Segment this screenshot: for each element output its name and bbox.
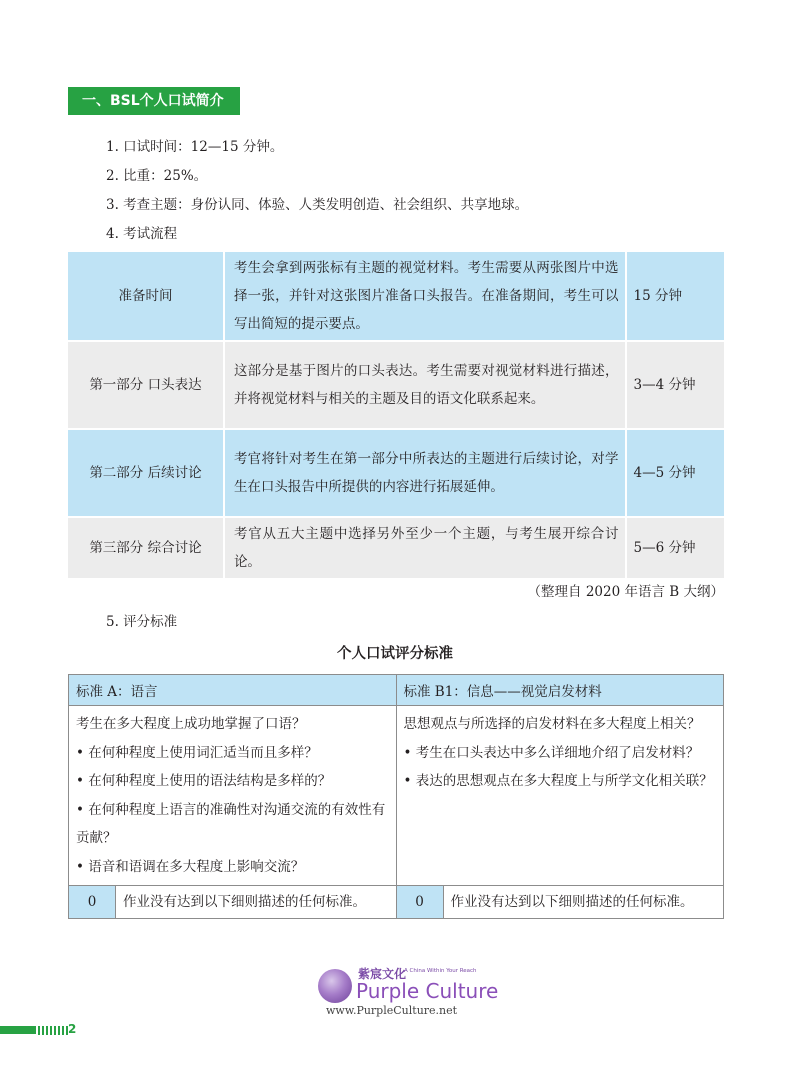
criteria-table-title: 个人口试评分标准: [337, 646, 453, 662]
process-stage-time: 15 分钟: [626, 252, 724, 341]
process-stage-description: 考官将针对考生在第一部分中所表达的主题进行后续讨论，对学生在口头报告中所提供的内容进行拓展延伸。: [224, 429, 626, 517]
logo-url: www.PurpleCulture.net: [326, 1004, 458, 1017]
process-stage-time: 3—4 分钟: [626, 341, 724, 429]
criterion-b1-question: 思想观点与所选择的启发材料在多大程度上相关？: [403, 716, 701, 732]
criterion-a-score-description: 作业没有达到以下细则描述的任何标准。: [116, 886, 397, 919]
exam-themes-line: 3. 考查主题：身份认同、体验、人类发明创造、社会组织、共享地球。: [106, 197, 529, 213]
criteria-heading: 5. 评分标准: [106, 614, 178, 630]
footer-stripes: [38, 1026, 68, 1035]
process-stage-description: 考官从五大主题中选择另外至少一个主题，与考生展开综合讨论。: [224, 517, 626, 579]
footer-bar: [0, 1026, 36, 1034]
logo-tagline: A China Within Your Reach: [404, 968, 477, 974]
criterion-a-bullet: • 在何种程度上使用的语法结构是多样的？: [76, 773, 332, 789]
process-stage-label: 第二部分 后续讨论: [68, 429, 224, 517]
page-number: 2: [68, 1022, 77, 1036]
exam-process-table: [68, 252, 724, 580]
process-stage-label: 第一部分 口头表达: [68, 341, 224, 429]
process-stage-description: 这部分是基于图片的口头表达。考生需要对视觉材料进行描述，并将视觉材料与相关的主题及目的语文化联系起来。: [224, 341, 626, 429]
exam-time-line: 1. 口试时间：12—15 分钟。: [106, 139, 284, 155]
criterion-a-bullet: • 在何种程度上使用词汇适当而且多样？: [76, 744, 318, 761]
criterion-b1-bullet: • 考生在口头表达中多么详细地介绍了启发材料？: [403, 744, 700, 761]
criterion-a-question: 考生在多大程度上成功地掌握了口语？: [76, 716, 306, 732]
criterion-b1-bullet: • 表达的思想观点在多大程度上与所学文化相关联？: [403, 773, 713, 789]
process-row: [68, 429, 724, 517]
criterion-b1-body: [396, 706, 724, 886]
criterion-a-score: 0: [69, 886, 116, 919]
process-stage-description: 考生会拿到两张标有主题的视觉材料。考生需要从两张图片中选择一张，并针对这张图片准备口头报告。在准备期间，考生可以写出简短的提示要点。: [224, 252, 626, 341]
exam-weight-line: 2. 比重：25%。: [106, 168, 208, 184]
criterion-b1-score: 0: [396, 886, 443, 919]
process-row: [68, 252, 724, 341]
logo-sphere-icon: [318, 969, 352, 1003]
logo-chinese-name: 紫宸文化: [358, 967, 407, 981]
criterion-b1-header: 标准 B1：信息——视觉启发材料: [396, 675, 724, 706]
criterion-b1-score-description: 作业没有达到以下细则描述的任何标准。: [443, 886, 724, 919]
process-stage-time: 4—5 分钟: [626, 429, 724, 517]
source-note: （整理自 2020 年语言 B 大纲）: [527, 584, 724, 600]
process-stage-label: 第三部分 综合讨论: [68, 517, 224, 579]
process-stage-label: 准备时间: [68, 252, 224, 341]
exam-process-line: 4. 考试流程: [106, 226, 178, 242]
logo-english-name: Purple Culture: [356, 979, 499, 1003]
process-stage-time: 5—6 分钟: [626, 517, 724, 579]
process-row: [68, 341, 724, 429]
criteria-table: [68, 674, 724, 919]
criterion-a-body: [69, 706, 397, 886]
criterion-a-bullet: • 语音和语调在多大程度上影响交流？: [76, 858, 305, 875]
criterion-a-header: 标准 A：语言: [69, 675, 397, 706]
process-row: [68, 517, 724, 579]
section-header: 一、BSL个人口试简介: [68, 87, 240, 115]
criterion-a-bullet: • 在何种程度上语言的准确性对沟通交流的有效性有贡献？: [76, 801, 386, 846]
publisher-logo: [318, 963, 499, 1023]
